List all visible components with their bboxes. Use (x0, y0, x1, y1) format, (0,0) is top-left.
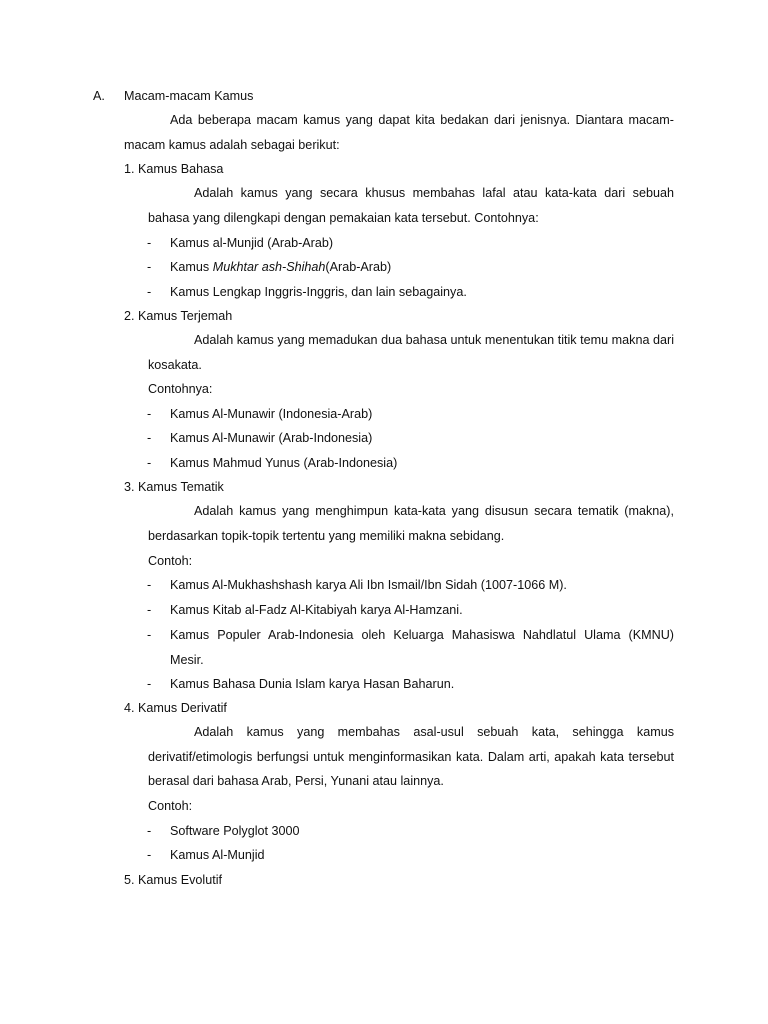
example-item: Kamus Al-Munjid (170, 848, 265, 862)
bullet-dash: - (147, 236, 152, 250)
bullet-dash: - (147, 285, 152, 299)
item-heading-3: 3. Kamus Tematik (124, 480, 224, 494)
bullet-dash: - (147, 677, 152, 691)
section-title: Macam-macam Kamus (124, 89, 254, 103)
example-item: Kamus Al-Munawir (Indonesia-Arab) (170, 407, 373, 421)
item-heading-1: 1. Kamus Bahasa (124, 162, 224, 176)
bullet-dash: - (147, 407, 152, 421)
item-paragraph-3 (148, 499, 674, 548)
bullet-dash: - (147, 628, 152, 642)
example-item: Kamus Kitab al-Fadz Al-Kitabiyah karya Al-Hamzani. (170, 603, 463, 617)
example-item (170, 259, 391, 275)
example-suffix: (Arab-Arab) (325, 260, 392, 274)
item-paragraph-2 (148, 328, 674, 377)
example-item-wrapped: Kamus Populer Arab-Indonesia oleh Keluarga Mahasiswa Nahdlatul Ulama (KMNU) Mesir. (170, 628, 674, 667)
examples-label: Contoh: (148, 799, 193, 813)
section-intro-text: Ada beberapa macam kamus yang dapat kita bedakan dari jenisnya. Diantara macam-macam kamus adalah sebagai berikut: (124, 113, 674, 152)
example-prefix: Kamus (170, 260, 213, 274)
example-item: Kamus Al-Munawir (Arab-Indonesia) (170, 431, 373, 445)
item-heading-2: 2. Kamus Terjemah (124, 309, 233, 323)
bullet-dash: - (147, 824, 152, 838)
example-item: Kamus al-Munjid (Arab-Arab) (170, 236, 334, 250)
item-heading-5: 5. Kamus Evolutif (124, 873, 222, 887)
example-item: Kamus Bahasa Dunia Islam karya Hasan Baharun. (170, 677, 455, 691)
example-italic-title: Mukhtar ash-Shihah (212, 260, 326, 274)
item-paragraph-2-text: Adalah kamus yang memadukan dua bahasa untuk menentukan titik temu makna dari kosakata. (148, 333, 674, 372)
section-intro (124, 108, 674, 157)
section-letter: A. (93, 89, 105, 103)
bullet-dash: - (147, 456, 152, 470)
item-paragraph-1-text: Adalah kamus yang secara khusus membahas lafal atau kata-kata dari sebuah bahasa yang dilengkapi dengan pemakaian kata tersebut. Contohnya: (148, 186, 674, 225)
item-paragraph-3-text: Adalah kamus yang menghimpun kata-kata yang disusun secara tematik (makna), berdasarkan topik-topik tertentu yang memiliki makna sebidang. (148, 504, 674, 543)
example-item: Kamus Al-Mukhashshash karya Ali Ibn Ismail/Ibn Sidah (1007-1066 M). (170, 578, 567, 592)
item-paragraph-4 (148, 720, 674, 794)
examples-label: Contohnya: (148, 382, 213, 396)
bullet-dash: - (147, 431, 152, 445)
item-heading-4: 4. Kamus Derivatif (124, 701, 227, 715)
examples-label: Contoh: (148, 554, 193, 568)
item-paragraph-4-text: Adalah kamus yang membahas asal-usul sebuah kata, sehingga kamus derivatif/etimologis berfungsi untuk menginformasikan kata. Dalam arti, apakah kata tersebut berasal dari bahasa Arab, Persi, Yunani atau lainnya. (148, 725, 674, 788)
bullet-dash: - (147, 578, 152, 592)
example-item: Kamus Mahmud Yunus (Arab-Indonesia) (170, 456, 398, 470)
example-item: Kamus Lengkap Inggris-Inggris, dan lain sebagainya. (170, 285, 467, 299)
bullet-dash: - (147, 260, 152, 274)
item-paragraph-1 (148, 181, 674, 230)
bullet-dash: - (147, 603, 152, 617)
example-item: Software Polyglot 3000 (170, 824, 300, 838)
bullet-dash: - (147, 848, 152, 862)
